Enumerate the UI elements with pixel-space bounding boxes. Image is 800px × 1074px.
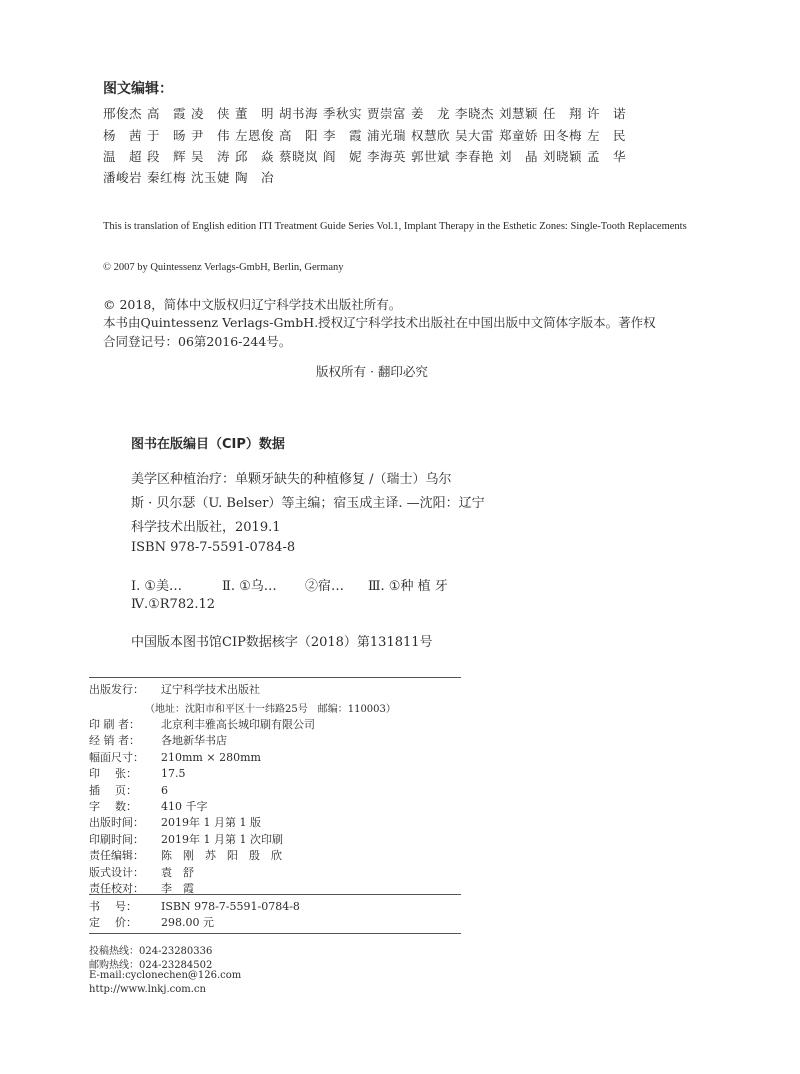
cip-isbn: ISBN 978-7-5591-0784-8 xyxy=(131,540,296,555)
editor-name: 许 诺 xyxy=(587,106,627,121)
editor-name: 郑童娇 xyxy=(499,128,539,143)
editor-name: 邢俊杰 xyxy=(103,106,143,121)
editor-name: 郭世斌 xyxy=(411,149,451,164)
publication-row xyxy=(89,815,261,830)
cip-verification: 中国版本图书馆CIP数据核字（2018）第131811号 xyxy=(131,635,433,650)
editor-name: 权慧欣 xyxy=(411,128,451,143)
editor-name: 季秋实 xyxy=(323,106,363,121)
publication-label-wrap xyxy=(89,799,161,814)
editor-name: 凌 侠 xyxy=(191,106,231,121)
publication-label-colon: 页： xyxy=(115,783,137,797)
editor-name: 段 辉 xyxy=(147,149,187,164)
publication-row xyxy=(89,717,315,732)
editor-name: 杨 茜 xyxy=(103,128,143,143)
editor-name: 沈玉婕 xyxy=(191,170,231,185)
editor-name: 刘慧颖 xyxy=(499,106,539,121)
book-number-row xyxy=(89,899,300,914)
publication-label-wrap xyxy=(89,783,161,798)
book-number-label: 书 xyxy=(89,900,100,913)
editor-name: 孟 华 xyxy=(587,149,627,164)
editor-name: 于 旸 xyxy=(147,128,187,143)
editors-heading: 图文编辑： xyxy=(103,81,173,97)
editor-name: 尹 伟 xyxy=(191,128,231,143)
publication-row xyxy=(89,783,168,798)
editor-name: 贾崇富 xyxy=(367,106,407,121)
publication-label: 印 xyxy=(89,767,100,781)
publication-row xyxy=(89,799,208,814)
publication-row xyxy=(89,832,283,847)
publication-row xyxy=(89,733,227,748)
editor-name: 蔡晓岚 xyxy=(279,149,319,164)
editor-name: 刘晓颖 xyxy=(543,149,583,164)
translation-note: This is translation of English edition ITI Treatment Guide Series Vol.1, Implant Therapy in the Esthetic Zones: Single-Tooth Replacements xyxy=(103,221,687,232)
editor-name: 阎 妮 xyxy=(323,149,363,164)
publication-label: 印刷时间： xyxy=(89,832,144,846)
publication-value: 17.5 xyxy=(161,767,186,781)
publication-value: 6 xyxy=(161,783,168,797)
publisher-address: （地址：沈阳市和平区十一纬路25号 邮编：110003） xyxy=(145,704,396,715)
contact-email: E-mail:cyclonechen@126.com xyxy=(89,970,242,981)
publication-value: 北京利丰雅高长城印刷有限公司 xyxy=(161,718,315,731)
rights-reserved: 版权所有 · 翻印必究 xyxy=(316,364,428,379)
publication-label-colon: 张： xyxy=(115,767,137,781)
publication-value: 410 千字 xyxy=(161,800,208,813)
cip-classification-item: Ⅲ. ①种 植 牙 xyxy=(368,579,448,594)
editor-name: 李 霞 xyxy=(323,128,363,143)
publication-value: 李 霞 xyxy=(161,882,194,895)
editor-name: 高 霞 xyxy=(147,106,187,121)
book-number-label-colon: 号： xyxy=(115,900,137,913)
publication-row xyxy=(89,766,186,781)
contact-line: 投稿热线：024-23280336 xyxy=(89,946,213,957)
price-label: 定 xyxy=(89,916,100,929)
publication-row xyxy=(89,865,194,880)
publication-label: 幅面尺寸： xyxy=(89,750,144,764)
editor-name: 任 翔 xyxy=(543,106,583,121)
contact-line: 邮购热线：024-23284502 xyxy=(89,960,213,971)
publication-label-colon: 数： xyxy=(115,800,137,813)
editor-name: 吴大雷 xyxy=(455,128,495,143)
publication-value: 2019年 1 月第 1 次印刷 xyxy=(161,832,283,846)
publication-row xyxy=(89,750,261,765)
editor-name: 邱 焱 xyxy=(235,149,275,164)
editor-name: 温 超 xyxy=(103,149,143,164)
license-statement: 本书由Quintessenz Verlags-GmbH.授权辽宁科学技术出版社在中国出版中文简体字版本。著作权合同登记号：06第2016-244号。 xyxy=(103,315,656,349)
publisher-row xyxy=(89,682,260,697)
divider xyxy=(89,677,461,678)
publication-value: 2019年 1 月第 1 版 xyxy=(161,816,261,830)
publication-label: 经 销 者： xyxy=(89,734,140,748)
cip-line: 斯 · 贝尔瑟（U. Belser）等主编；宿玉成主译. —沈阳：辽宁 xyxy=(131,496,485,511)
divider xyxy=(89,933,461,934)
editor-name: 刘 晶 xyxy=(499,149,539,164)
cip-heading: 图书在版编目（CIP）数据 xyxy=(131,437,285,452)
editor-name: 李春艳 xyxy=(455,149,495,164)
price-value: 298.00 元 xyxy=(161,916,214,929)
editor-name: 浦光瑞 xyxy=(367,128,407,143)
price-row xyxy=(89,915,214,930)
cip-line: 科学技术出版社，2019.1 xyxy=(131,520,281,535)
cip-classification-item: Ⅰ. ①美… xyxy=(131,579,183,594)
editor-name: 秦红梅 xyxy=(147,170,187,185)
publication-row xyxy=(89,848,282,863)
publication-label: 版式设计： xyxy=(89,865,144,879)
price-label-colon: 价： xyxy=(115,916,137,929)
editor-name: 胡书海 xyxy=(279,106,319,121)
publication-label: 责任编辑： xyxy=(89,849,144,863)
publisher-label: 出版发行： xyxy=(89,683,144,696)
publication-value: 袁 舒 xyxy=(161,865,194,879)
cip-classification-line2: Ⅳ.①R782.12 xyxy=(131,597,216,612)
publication-label: 出版时间： xyxy=(89,816,144,830)
editor-name: 左 民 xyxy=(587,128,627,143)
publication-value: 各地新华书店 xyxy=(161,734,227,748)
publication-label: 插 xyxy=(89,783,100,797)
publication-value: 210mm × 280mm xyxy=(161,750,261,764)
contact-url: http://www.lnkj.com.cn xyxy=(89,984,206,995)
cip-line: 美学区种植治疗：单颗牙缺失的种植修复 /（瑞士）乌尔 xyxy=(131,472,452,487)
editor-name: 董 明 xyxy=(235,106,275,121)
book-number-value: ISBN 978-7-5591-0784-8 xyxy=(161,900,300,913)
editor-name: 左恩俊 xyxy=(235,128,275,143)
publisher-value: 辽宁科学技术出版社 xyxy=(161,683,260,696)
editor-name: 陶 冶 xyxy=(235,170,275,185)
cip-classification-item: ②宿… xyxy=(305,579,345,594)
publication-value: 陈 刚 苏 阳 殷 欣 xyxy=(161,849,282,863)
publication-label-wrap xyxy=(89,766,161,781)
editor-name: 李海英 xyxy=(367,149,407,164)
editor-name: 潘峻岩 xyxy=(103,170,143,185)
editor-name: 高 阳 xyxy=(279,128,319,143)
copyright-chinese: © 2018，简体中文版权归辽宁科学技术出版社所有。 xyxy=(103,297,402,312)
publication-label: 责任校对： xyxy=(89,882,144,895)
publication-label: 字 xyxy=(89,800,100,813)
cip-classification-item: Ⅱ. ①乌… xyxy=(222,579,277,594)
copyright-english: © 2007 by Quintessenz Verlags-GmbH, Berlin, Germany xyxy=(103,262,344,273)
editor-name: 吴 涛 xyxy=(191,149,231,164)
editor-name: 李晓杰 xyxy=(455,106,495,121)
publication-label: 印 刷 者： xyxy=(89,718,140,731)
editor-name: 姜 龙 xyxy=(411,106,451,121)
editor-name: 田冬梅 xyxy=(543,128,583,143)
publication-row xyxy=(89,881,194,896)
